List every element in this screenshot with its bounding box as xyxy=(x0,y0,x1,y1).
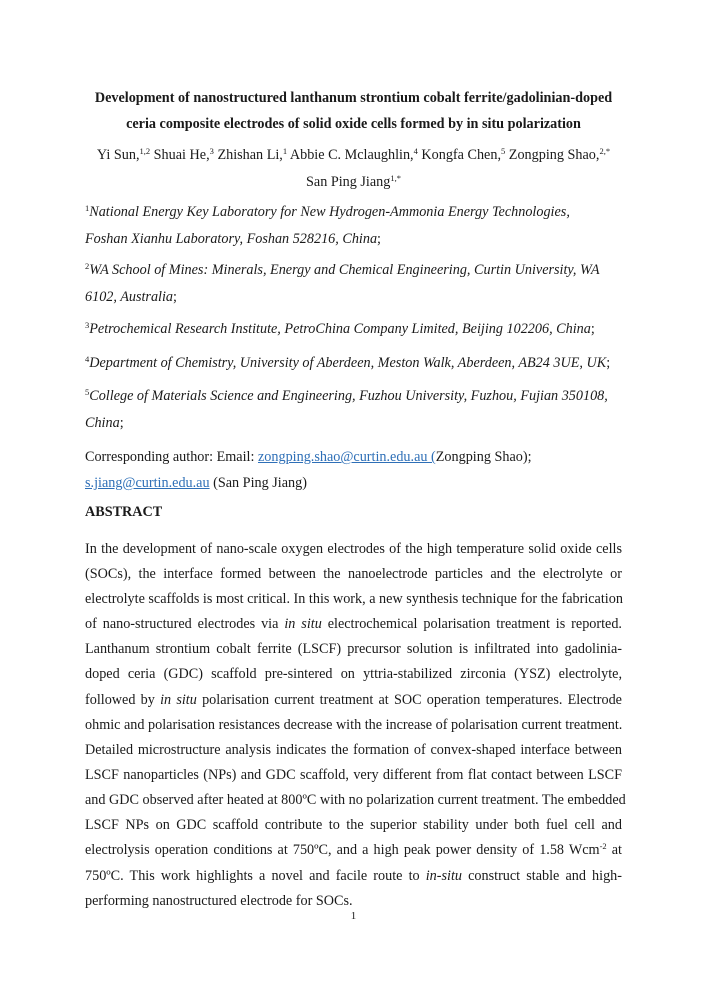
superscript: -2 xyxy=(599,841,607,852)
paper-title xyxy=(60,85,647,137)
affiliation-number: 3 xyxy=(85,320,90,330)
affiliation-2 xyxy=(85,257,625,310)
italic-term: in-situ xyxy=(425,868,462,885)
corresponding-name: Zongping Shao); xyxy=(435,449,532,465)
corresponding-label: Corresponding author: Email: xyxy=(85,449,258,465)
abstract-line: 750ºC. This work highlights a novel and facile route to in-situ construct stable and high- xyxy=(85,868,622,885)
affiliation-text: Department of Chemistry, University of Aberdeen, Meston Walk, Aberdeen, AB24 3UE, UK xyxy=(89,355,607,371)
affiliation-tail: ; xyxy=(590,321,595,337)
abstract-line: Lanthanum strontium cobalt ferrite (LSCF) precursor solution is infiltrated into gadolinia- xyxy=(85,641,622,658)
author-name: Zhishan Li, xyxy=(213,147,283,163)
abstract-line: doped ceria (GDC) scaffold pre-sintered on yttria-stabilized zirconia (YSZ) electrolyte, xyxy=(85,666,622,683)
authors-line-2 xyxy=(60,169,647,196)
abstract-line: followed by in situ polarisation current treatment at SOC operation temperatures. Electrode xyxy=(85,691,622,708)
affiliation-text: Petrochemical Research Institute, PetroChina Company Limited, Beijing 102206, China xyxy=(89,321,591,337)
abstract-line: In the development of nano-scale oxygen electrodes of the high temperature solid oxide cells xyxy=(85,541,622,557)
affiliation-text: WA School of Mines: Minerals, Energy and Chemical Engineering, Curtin University, WA xyxy=(89,262,600,278)
author-name: San Ping Jiang xyxy=(306,174,391,190)
affiliation-1 xyxy=(85,199,625,252)
author-name: Yi Sun, xyxy=(96,147,140,163)
author-affiliation-mark: 1,2 xyxy=(139,146,151,156)
italic-term: in situ xyxy=(160,691,197,708)
abstract-body xyxy=(85,537,626,914)
author-name: Kongfa Chen, xyxy=(417,147,501,163)
affiliation-3 xyxy=(85,316,625,343)
affiliation-tail: ; xyxy=(606,355,611,371)
abstract-line: electrolysis operation conditions at 750ºC, and a high peak power density of 1.58 Wcm$^{-2}$ at xyxy=(85,841,622,859)
author-affiliation-mark: 2,* xyxy=(599,146,611,156)
abstract-line: performing nanostructured electrode for SOCs. xyxy=(85,893,353,910)
abstract-line: Detailed microstructure analysis indicates the formation of convex-shaped interface between xyxy=(85,741,622,758)
email-link-jiang[interactable]: s.jiang@curtin.edu.au xyxy=(85,475,210,491)
affiliation-number: 1 xyxy=(85,203,90,213)
affiliation-text: China xyxy=(85,415,120,431)
affiliation-text: 6102, Australia xyxy=(85,289,174,305)
author-name: Shuai He, xyxy=(150,147,210,163)
affiliation-tail: ; xyxy=(119,415,124,431)
affiliation-4 xyxy=(85,350,625,377)
affiliation-text: National Energy Key Laboratory for New Hydrogen-Ammonia Energy Technologies, xyxy=(89,204,570,220)
author-name: Zongping Shao, xyxy=(505,147,600,163)
affiliation-number: 2 xyxy=(85,261,90,271)
affiliation-tail: ; xyxy=(377,231,381,247)
abstract-line: ohmic and polarisation resistances decrease with the increase of polarisation current treatment. xyxy=(85,716,623,733)
italic-term: in situ xyxy=(284,616,322,633)
corresponding-author xyxy=(85,444,625,496)
author-list xyxy=(60,142,647,196)
abstract-heading: ABSTRACT xyxy=(85,504,163,520)
affiliation-number: 5 xyxy=(85,387,90,397)
affiliation-5 xyxy=(85,383,625,436)
abstract-line: of nano-structured electrodes via in situ electrochemical polarisation treatment is reported. xyxy=(85,616,622,633)
author-affiliation-mark: 1 xyxy=(282,146,288,156)
author-name: Abbie C. Mclaughlin, xyxy=(287,147,414,163)
affiliation-number: 4 xyxy=(85,354,90,364)
email-link-shao[interactable]: zongping.shao@curtin.edu.au ( xyxy=(257,449,436,465)
affiliation-text: Foshan Xianhu Laboratory, Foshan 528216, China xyxy=(85,231,378,247)
author-affiliation-mark: 4 xyxy=(413,146,418,156)
author-affiliation-mark: 5 xyxy=(501,146,506,156)
page-number: 1 xyxy=(350,910,357,922)
title-line-2: ceria composite electrodes of solid oxide cells formed by in situ polarization xyxy=(126,116,581,132)
abstract-line: and GDC observed after heated at 800ºC with no polarization current treatment. The embedded xyxy=(85,791,626,808)
author-affiliation-mark: 3 xyxy=(209,146,214,156)
affiliation-tail: ; xyxy=(173,289,177,305)
abstract-line: electrolyte scaffolds is most critical. In this work, a new synthesis technique for the fabrication xyxy=(85,591,623,608)
title-line-1: Development of nanostructured lanthanum strontium cobalt ferrite/gadolinian-doped xyxy=(94,90,613,106)
abstract-line: LSCF NPs on GDC scaffold contribute to the superior stability under both fuel cell and xyxy=(85,817,622,834)
affiliation-text: College of Materials Science and Engineering, Fuzhou University, Fuzhou, Fujian 350108, xyxy=(89,388,608,404)
author-affiliation-mark: 1,* xyxy=(390,173,401,183)
authors-line-1 xyxy=(60,142,647,169)
corresponding-name: (San Ping Jiang) xyxy=(209,475,307,491)
abstract-line: LSCF nanoparticles (NPs) and GDC scaffold, very different from flat contact between LSCF xyxy=(85,766,622,783)
abstract-line: (SOCs), the interface formed between the nanoelectrode particles and the electrolyte or xyxy=(85,566,622,583)
